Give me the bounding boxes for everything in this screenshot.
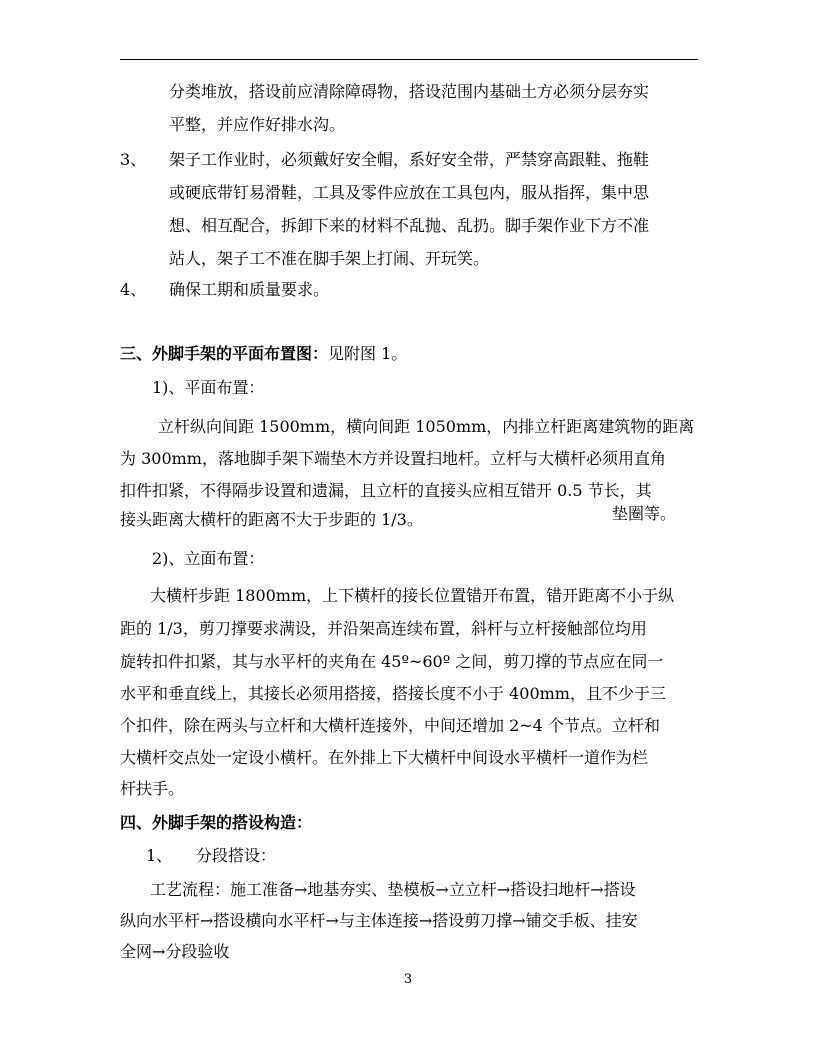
floating-text: 垫圈等。 bbox=[612, 504, 677, 523]
section-heading-title: 三、外脚手架的平面布置图： bbox=[120, 344, 329, 363]
list-item-line: 架子工作业时，必须戴好安全帽，系好安全带，严禁穿高跟鞋、拖鞋 bbox=[169, 150, 650, 169]
paragraph-line: 水平和垂直线上，其接长必须用搭接，搭接长度不小于 400mm，且不少于三 bbox=[120, 684, 666, 703]
list-item-line: 想、相互配合，拆卸下来的材料不乱抛、乱扔。脚手架作业下方不准 bbox=[169, 216, 650, 235]
section-heading: 四、外脚手架的搭设构造： bbox=[120, 813, 313, 832]
paragraph-line: 全网→分段验收 bbox=[120, 942, 230, 961]
paragraph-line: 距的 1/3，剪刀撑要求满设，并沿架高连续布置，斜杆与立杆接触部位均用 bbox=[120, 619, 647, 638]
list-item-line: 分段搭设： bbox=[196, 846, 277, 865]
section-heading bbox=[120, 344, 407, 364]
paragraph-line: 接头距离大横杆的距离不大于步距的 1/3。 bbox=[120, 510, 423, 529]
list-item-line: 站人，架子工不准在脚手架上打闹、开玩笑。 bbox=[169, 249, 490, 268]
paragraph-line: 大横杆交点处一定设小横杆。在外排上下大横杆中间设水平横杆一道作为栏 bbox=[120, 748, 649, 767]
list-number: 3、 bbox=[120, 150, 147, 169]
list-item-line: 或硬底带钉易滑鞋，工具及零件应放在工具包内，服从指挥，集中思 bbox=[169, 183, 650, 202]
paragraph-line: 纵向水平杆→搭设横向水平杆→与主体连接→搭设剪刀撑→铺交手板、挂安 bbox=[120, 911, 638, 930]
paragraph-line: 立杆纵向间距 1500mm，横向间距 1050mm，内排立杆距离建筑物的距离 bbox=[158, 417, 695, 436]
header-rule bbox=[120, 59, 698, 60]
text-line: 平整，并应作好排水沟。 bbox=[169, 115, 346, 134]
paragraph-line: 个扣件，除在两头与立杆和大横杆连接外，中间还增加 2~4 个节点。立杆和 bbox=[120, 716, 660, 735]
paragraph-line: 为 300mm，落地脚手架下端垫木方并设置扫地杆。立杆与大横杆必须用直角 bbox=[120, 449, 666, 468]
section-heading-ref: 见附图 1。 bbox=[328, 344, 408, 363]
subheading: 1)、平面布置： bbox=[152, 378, 265, 397]
page-number: 3 bbox=[403, 972, 413, 987]
paragraph-line: 扣件扣紧，不得隔步设置和遗漏，且立杆的直接头应相互错开 0.5 节长，其 bbox=[120, 481, 652, 500]
subheading: 2)、立面布置： bbox=[152, 549, 265, 568]
paragraph-line: 大横杆步距 1800mm，上下横杆的接长位置错开布置，错开距离不小于纵 bbox=[150, 586, 675, 605]
list-number: 4、 bbox=[120, 280, 147, 299]
list-number: 1、 bbox=[146, 846, 173, 865]
text-line: 分类堆放，搭设前应清除障碍物，搭设范围内基础土方必须分层夯实 bbox=[169, 82, 650, 101]
paragraph-line: 旋转扣件扣紧，其与水平杆的夹角在 45º~60º 之间，剪刀撑的节点应在同一 bbox=[120, 652, 664, 671]
paragraph-line: 杆扶手。 bbox=[120, 779, 185, 798]
list-item-line: 确保工期和质量要求。 bbox=[169, 280, 330, 299]
paragraph-line: 工艺流程：施工准备→地基夯实、垫模板→立立杆→搭设扫地杆→搭设 bbox=[150, 880, 636, 899]
